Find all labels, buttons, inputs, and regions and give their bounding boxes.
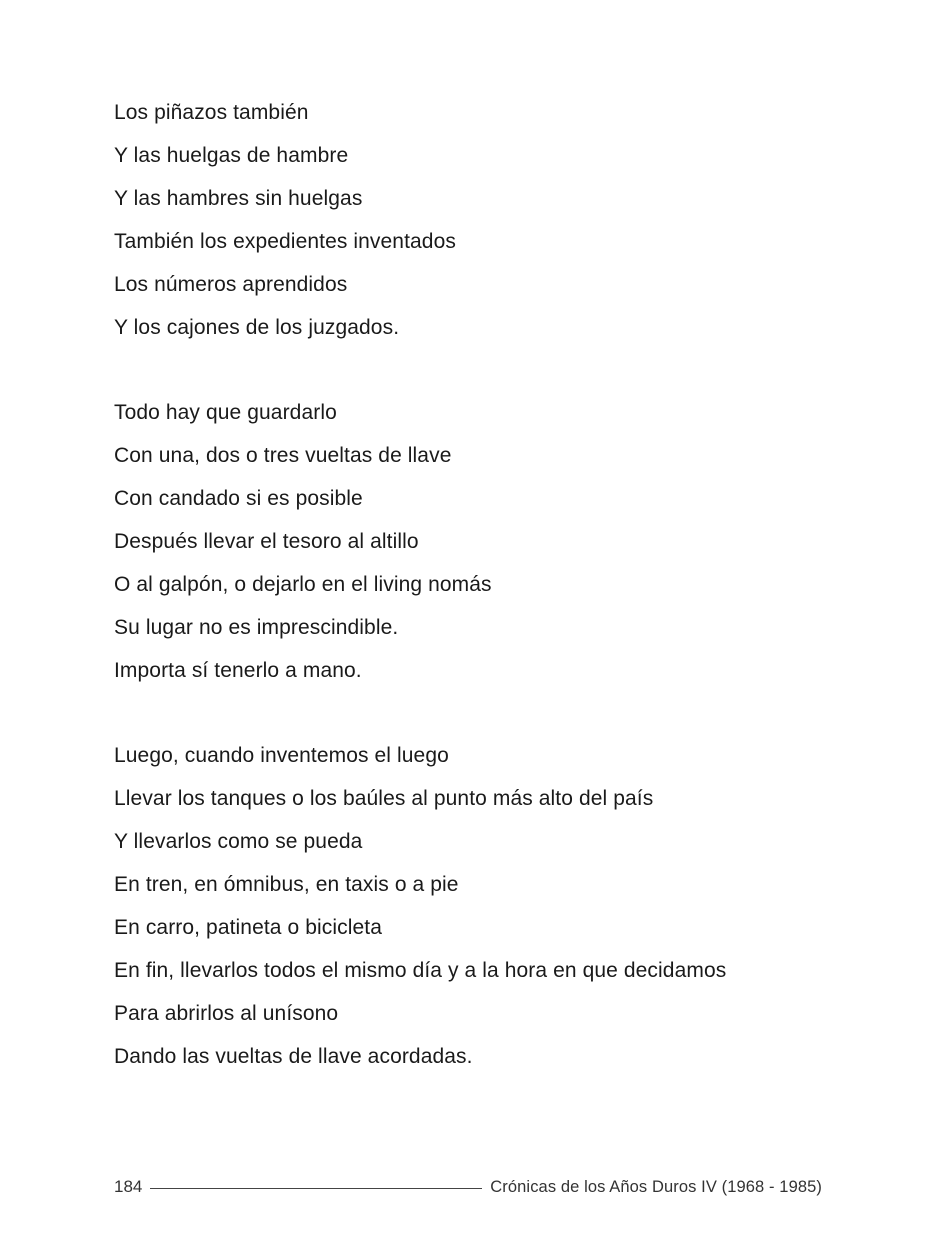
poem-line: Y las hambres sin huelgas [114,187,363,210]
poem-line: En tren, en ómnibus, en taxis o a pie [114,873,459,896]
poem-line: Luego, cuando inventemos el luego [114,744,449,767]
poem-body [114,91,874,1120]
poem-line: Y las huelgas de hambre [114,144,349,167]
poem-line: Para abrirlos al unísono [114,1002,339,1025]
page-footer [114,1174,822,1200]
poem-line: Importa sí tenerlo a mano. [114,659,362,682]
stanza-1 [114,91,874,349]
poem-line: En fin, llevarlos todos el mismo día y a la hora en que decidamos [114,959,727,982]
poem-line: Todo hay que guardarlo [114,401,337,424]
poem-line: Los piñazos también [114,101,309,124]
poem-line: Los números aprendidos [114,273,348,296]
page-number: 184 [114,1177,143,1196]
poem-line: O al galpón, o dejarlo en el living nomás [114,573,492,596]
running-title: Crónicas de los Años Duros IV (1968 - 1985) [490,1177,822,1196]
poem-line: También los expedientes inventados [114,230,456,253]
poem-line: En carro, patineta o bicicleta [114,916,382,939]
poem-line: Llevar los tanques o los baúles al punto más alto del país [114,787,654,810]
poem-line: Su lugar no es imprescindible. [114,616,399,639]
stanza-2 [114,391,874,692]
stanza-3 [114,734,874,1078]
poem-line: Después llevar el tesoro al altillo [114,530,419,553]
poem-line: Dando las vueltas de llave acordadas. [114,1045,473,1068]
poem-line: Y llevarlos como se pueda [114,830,363,853]
poem-line: Con candado si es posible [114,487,363,510]
poem-line: Y los cajones de los juzgados. [114,316,400,339]
poem-line: Con una, dos o tres vueltas de llave [114,444,452,467]
footer-rule [150,1188,482,1189]
